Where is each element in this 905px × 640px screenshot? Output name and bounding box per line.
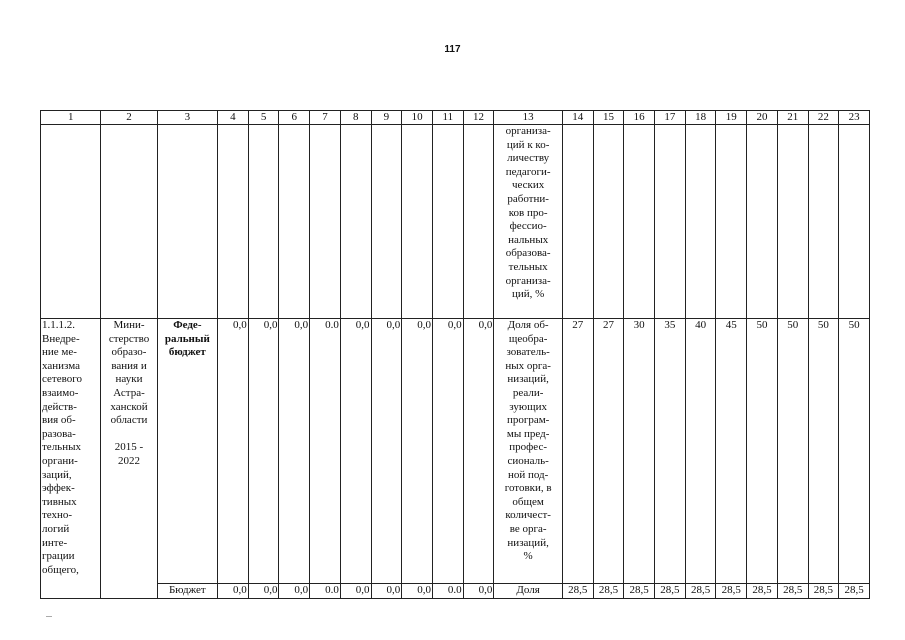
finance-value: 0,0 <box>218 319 249 584</box>
column-number: 22 <box>808 111 839 125</box>
text-line: образо- <box>111 346 147 359</box>
text-line: мы пред- <box>506 427 550 440</box>
indicator-cell <box>494 319 563 584</box>
table-row-2 <box>41 584 870 599</box>
finance-value: 0,0 <box>279 319 310 584</box>
target-value: 28,5 <box>685 584 716 599</box>
text-line: количест- <box>505 509 551 522</box>
column-number: 19 <box>716 111 747 125</box>
text-line: ков про- <box>508 206 548 219</box>
finance-value: 0.0 <box>432 584 463 599</box>
text-line: вия об- <box>42 414 76 427</box>
text-line: ций к ко- <box>506 138 550 151</box>
target-value: 28,5 <box>716 584 747 599</box>
text-line: ческих <box>511 179 545 192</box>
text-line: ной под- <box>507 468 549 481</box>
text-line: низаций, <box>507 536 549 549</box>
target-value: 50 <box>839 319 870 584</box>
target-value: 28,5 <box>562 584 593 599</box>
text-line: личеству <box>507 152 550 165</box>
text-line: ханизма <box>42 359 80 372</box>
text-line: органи- <box>42 454 78 467</box>
column-number: 23 <box>839 111 870 125</box>
text-line: ние ме- <box>42 346 77 359</box>
text-line: програм- <box>506 414 550 427</box>
finance-value: 0,0 <box>248 319 279 584</box>
spacer <box>102 428 155 442</box>
text-line: бюджет <box>168 346 206 359</box>
text-line: готовки, в <box>504 482 552 495</box>
text-line: работни- <box>507 192 549 205</box>
text-line: Мини- <box>113 319 145 331</box>
text-line: общем <box>512 495 544 508</box>
target-value: 27 <box>562 319 593 584</box>
column-number: 2 <box>101 111 157 125</box>
column-number: 15 <box>593 111 624 125</box>
column-number: 20 <box>747 111 778 125</box>
target-value: 28,5 <box>593 584 624 599</box>
finance-value: 0,0 <box>402 584 433 599</box>
text-line: педагоги- <box>505 165 551 178</box>
text-line: Доля об- <box>507 319 549 331</box>
column-number: 14 <box>562 111 593 125</box>
continued-indicator-text <box>495 125 561 302</box>
finance-value: 0,0 <box>463 319 494 584</box>
text-line: инте- <box>42 536 68 549</box>
text-line: фессио- <box>509 220 547 233</box>
funding-source-2: Бюджет <box>157 584 217 599</box>
column-number: 17 <box>655 111 686 125</box>
text-line: разова- <box>42 427 76 440</box>
text-line: образова- <box>505 247 551 260</box>
text-line: нальных <box>508 233 549 246</box>
text-line: профес- <box>509 441 547 454</box>
column-number: 11 <box>432 111 463 125</box>
finance-value: 0,0 <box>248 584 279 599</box>
indicator-cell: Доля <box>494 584 563 599</box>
program-table <box>40 110 870 599</box>
text-line: ве орга- <box>509 522 547 535</box>
target-value: 28,5 <box>839 584 870 599</box>
column-number: 7 <box>310 111 341 125</box>
finance-value: 0.0 <box>310 319 341 584</box>
text-line: Феде- <box>173 319 202 331</box>
text-line: тельных <box>508 260 548 273</box>
text-line: логий <box>42 522 70 535</box>
finance-value: 0,0 <box>463 584 494 599</box>
finance-value: 0,0 <box>340 319 371 584</box>
finance-value: 0.0 <box>310 584 341 599</box>
column-number: 8 <box>340 111 371 125</box>
text-line: зователь- <box>506 346 550 359</box>
text-line: заций, <box>42 468 72 481</box>
text-line: тивных <box>42 495 77 508</box>
period-line: 2015 - <box>114 441 144 454</box>
finance-value: 0,0 <box>371 584 402 599</box>
column-number: 4 <box>218 111 249 125</box>
text-line: щеобра- <box>508 332 548 345</box>
column-number: 18 <box>685 111 716 125</box>
text-line: действ- <box>42 400 77 413</box>
target-value: 28,5 <box>624 584 655 599</box>
text-line: организа- <box>505 274 551 287</box>
column-number: 6 <box>279 111 310 125</box>
target-value: 28,5 <box>777 584 808 599</box>
column-number-row <box>41 111 870 125</box>
text-line: эффек- <box>42 482 75 495</box>
text-line: Астра- <box>113 386 145 399</box>
text-line: организа- <box>505 125 551 137</box>
finance-value: 0,0 <box>402 319 433 584</box>
target-value: 30 <box>624 319 655 584</box>
target-value: 45 <box>716 319 747 584</box>
finance-value: 0,0 <box>371 319 402 584</box>
page-mark <box>46 616 52 617</box>
column-number: 10 <box>402 111 433 125</box>
text-line: области <box>110 414 148 427</box>
text-line: науки <box>115 373 143 386</box>
continued-row <box>41 125 870 319</box>
text-line: ных орга- <box>505 359 551 372</box>
text-line: Внедре- <box>42 332 80 345</box>
column-number: 16 <box>624 111 655 125</box>
period-line: 2022 <box>118 454 141 467</box>
column-number: 13 <box>494 111 563 125</box>
activity-name: 1.1.1.2. Внедре- ние ме- ханизма сетевого взаимо- действ- вия об- разова- тельных органи- заций, эффек- тивных техно- логий инте- грации общего, <box>42 319 99 577</box>
page-number: 117 <box>444 44 461 55</box>
text-line: ральный <box>164 332 210 345</box>
target-value: 35 <box>655 319 686 584</box>
text-line: грации <box>42 550 75 563</box>
column-number: 12 <box>463 111 494 125</box>
target-value: 50 <box>747 319 778 584</box>
text-line: сетевого <box>42 373 82 386</box>
text-line: ханской <box>110 400 148 413</box>
executor-cell <box>102 319 155 469</box>
column-number: 9 <box>371 111 402 125</box>
table-row <box>41 319 870 584</box>
finance-value: 0,0 <box>340 584 371 599</box>
text-line: сиональ- <box>507 454 549 467</box>
column-number: 3 <box>157 111 217 125</box>
funding-source <box>159 319 216 360</box>
text-line: % <box>523 550 533 563</box>
target-value: 27 <box>593 319 624 584</box>
finance-value: 0,0 <box>218 584 249 599</box>
text-line: тельных <box>42 441 81 454</box>
target-value: 50 <box>808 319 839 584</box>
target-value: 28,5 <box>655 584 686 599</box>
target-value: 50 <box>777 319 808 584</box>
text-line: техно- <box>42 509 73 522</box>
text-line: общего, <box>42 563 79 576</box>
text-line: ций, % <box>511 288 545 301</box>
finance-value: 0,0 <box>279 584 310 599</box>
text-line: низаций, <box>507 373 549 386</box>
target-value: 28,5 <box>747 584 778 599</box>
indicator-text <box>495 319 561 564</box>
text-line: реали- <box>512 386 544 399</box>
target-value: 28,5 <box>808 584 839 599</box>
column-number: 5 <box>248 111 279 125</box>
text-line: зующих <box>509 400 547 413</box>
target-value: 40 <box>685 319 716 584</box>
column-number: 1 <box>41 111 101 125</box>
text-line: взаимо- <box>42 386 79 399</box>
finance-value: 0,0 <box>432 319 463 584</box>
text-line: вания и <box>111 359 147 372</box>
text-line: стерство <box>108 332 150 345</box>
column-number: 21 <box>777 111 808 125</box>
